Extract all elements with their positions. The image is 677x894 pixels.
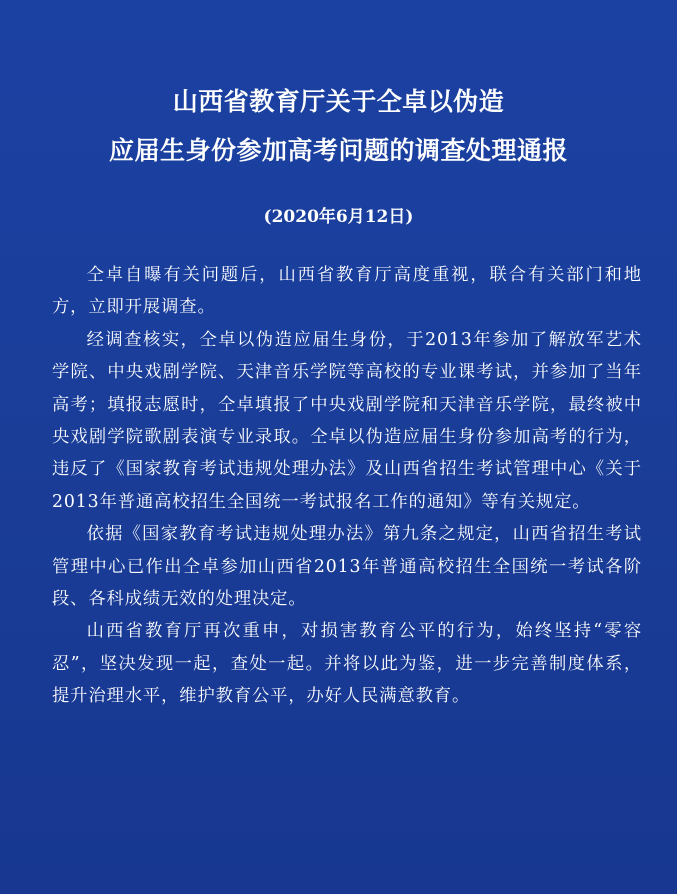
notice-date: (2020年6月12日): [263, 207, 414, 227]
paragraph-reaffirmation: 山西省教育厅再次重申，对损害教育公平的行为，始终坚持“零容忍”，坚决发现一起，查处一起。并将以此为鉴，进一步完善制度体系，提升治理水平，维护教育公平，办好人民满意教育。: [52, 621, 642, 707]
paragraph-investigation-start: 仝卓自曝有关问题后，山西省教育厅高度重视，联合有关部门和地方，立即开展调查。: [52, 265, 642, 318]
paragraph-decision: 依据《国家教育考试违规处理办法》第九条之规定，山西省招生考试管理中心已作出仝卓参加山西省2013年普通高校招生全国统一考试各阶段、各科成绩无效的处理决定。: [52, 524, 642, 610]
notice-body: [52, 259, 642, 713]
notice-title-line-1: 山西省教育厅关于仝卓以伪造: [172, 87, 505, 116]
notice-title-line-2: 应届生身份参加高考问题的调查处理通报: [108, 136, 568, 165]
paragraph-findings: 经调查核实，仝卓以伪造应届生身份，于2013年参加了解放军艺术学院、中央戏剧学院、天津音乐学院等高校的专业课考试，并参加了当年高考；填报志愿时，仝卓填报了中央戏剧学院和天津音乐学院，最终被中央戏剧学院歌剧表演专业录取。仝卓以伪造应届生身份参加高考的行为，违反了《国家教育考试违规处理办法》及山西省招生考试管理中心《关于2013年普通高校招生全国统一考试报名工作的通知》等有关规定。: [52, 329, 642, 512]
